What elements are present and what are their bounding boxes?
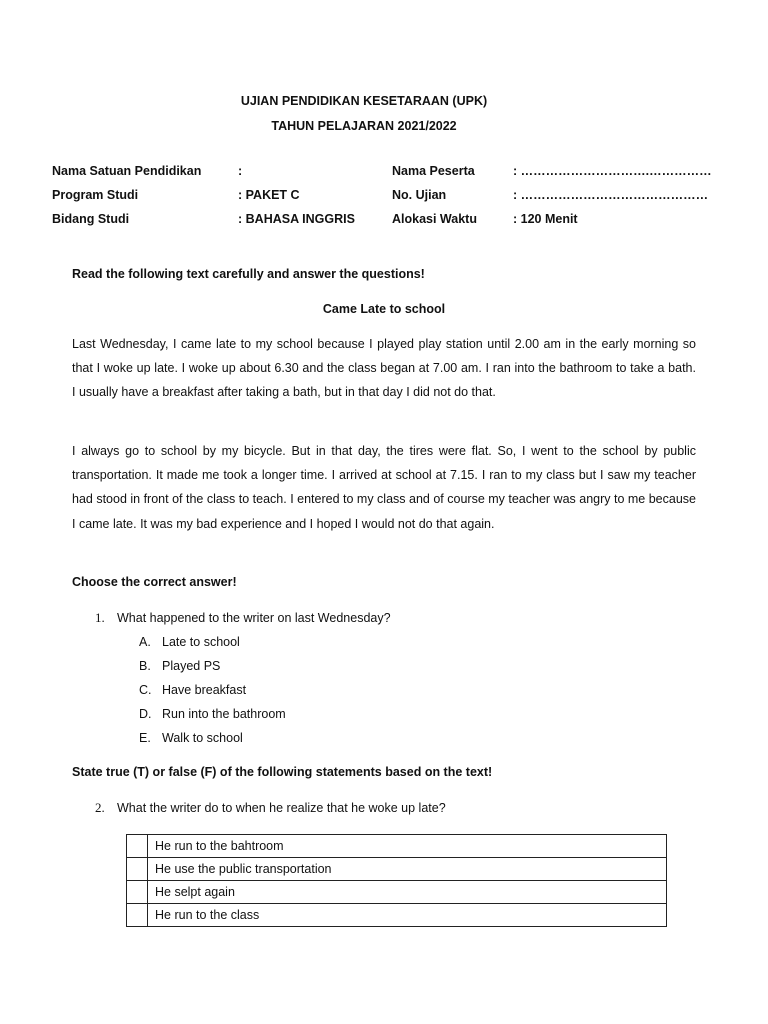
option-e[interactable] — [139, 729, 286, 753]
info-label: Nama Satuan Pendidikan — [52, 164, 202, 178]
answer-cell[interactable] — [127, 904, 148, 927]
question-2 — [95, 800, 446, 816]
options-list — [139, 633, 286, 753]
table-row — [127, 835, 667, 858]
question-1 — [95, 610, 391, 626]
table-row — [127, 904, 667, 927]
text-title: Came Late to school — [322, 302, 446, 316]
option-text: Have breakfast — [162, 683, 247, 697]
reading-instruction: Read the following text carefully and answer the questions! — [72, 267, 425, 281]
info-value: : BAHASA INGGRIS — [238, 212, 355, 226]
paragraph: I always go to school by my bicycle. But in that day, the tires were flat. So, I went to the school by public transportation. It made me took a longer time. I arrived at school at 7.15. I ran to my class but I saw my teacher had stood in front of the class to teach. I entered to my class and of course my teacher was angry to me because I came late. It was my bad experience and I hoped I would not do that again. — [72, 444, 696, 531]
table-row — [127, 858, 667, 881]
academic-year: TAHUN PELAJARAN 2021/2022 — [271, 119, 457, 133]
true-false-table — [126, 834, 667, 927]
info-label: Nama Peserta — [392, 164, 475, 178]
answer-cell[interactable] — [127, 835, 148, 858]
answer-cell[interactable] — [127, 881, 148, 904]
question-number: 2. — [95, 800, 105, 815]
info-row — [52, 212, 692, 230]
info-row — [52, 164, 712, 182]
choose-instruction: Choose the correct answer! — [72, 575, 237, 589]
info-value: : PAKET C — [238, 188, 300, 202]
paragraph: Last Wednesday, I came late to my school because I played play station until 2.00 am in the early morning so that I woke up late. I woke up about 6.30 and the class began at 7.00 am. I ran into the bathroom to take a bath. I usually have a breakfast after taking a bath, but in that day I did not do that. — [72, 337, 696, 400]
info-value: : ……………………………………… — [513, 188, 709, 202]
option-text: Run into the bathroom — [162, 707, 286, 721]
statement-cell: He use the public transportation — [148, 858, 667, 881]
option-c[interactable] — [139, 681, 286, 705]
info-label: Bidang Studi — [52, 212, 130, 226]
question-text: What the writer do to when he realize that he woke up late? — [117, 801, 446, 815]
option-b[interactable] — [139, 657, 286, 681]
option-a[interactable] — [139, 633, 286, 657]
option-letter: A. — [139, 635, 151, 649]
info-value: : — [238, 164, 243, 178]
option-letter: B. — [139, 659, 151, 673]
option-text: Played PS — [162, 659, 221, 673]
info-label: No. Ujian — [392, 188, 447, 202]
question-number: 1. — [95, 610, 105, 625]
info-label: Alokasi Waktu — [392, 212, 477, 226]
info-value: : ………………………….…………… — [513, 164, 712, 178]
option-text: Late to school — [162, 635, 240, 649]
table-row — [127, 881, 667, 904]
statement-cell: He run to the bahtroom — [148, 835, 667, 858]
info-value: : 120 Menit — [513, 212, 578, 226]
info-row — [52, 188, 709, 206]
option-letter: D. — [139, 707, 152, 721]
statement-cell: He selpt again — [148, 881, 667, 904]
question-text: What happened to the writer on last Wednesday? — [117, 611, 391, 625]
exam-title: UJIAN PENDIDIKAN KESETARAAN (UPK) — [240, 94, 488, 108]
option-letter: E. — [139, 731, 151, 745]
option-letter: C. — [139, 683, 152, 697]
true-false-instruction: State true (T) or false (F) of the following statements based on the text! — [72, 765, 493, 779]
option-d[interactable] — [139, 705, 286, 729]
answer-cell[interactable] — [127, 858, 148, 881]
info-label: Program Studi — [52, 188, 139, 202]
statement-cell: He run to the class — [148, 904, 667, 927]
option-text: Walk to school — [162, 731, 243, 745]
